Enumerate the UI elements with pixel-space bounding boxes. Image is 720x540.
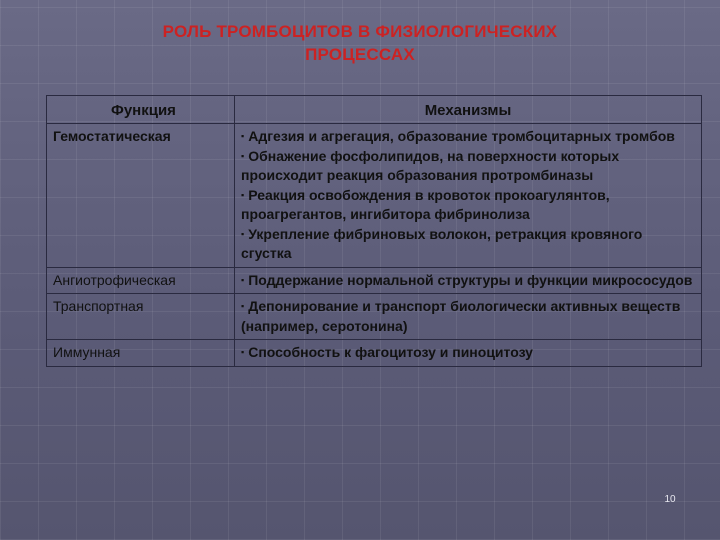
table-row-transport [47,294,701,340]
mechanism-text: Реакция освобождения в кровоток прокоагулянтов, проагрегантов, ингибитора фибринолиза [241,186,610,222]
slide-title-line-1: РОЛЬ ТРОМБОЦИТОВ В ФИЗИОЛОГИЧЕСКИХ [162,22,558,41]
mechanism-item [241,225,695,264]
platelet-functions-table [46,95,702,367]
function-cell: Транспортная [47,294,235,339]
mechanism-text: Поддержание нормальной структуры и функции микрососудов [248,271,693,288]
mechanism-item [241,147,695,186]
table-row-angiotrophic [47,268,701,295]
mechanisms-cell [235,340,701,366]
header-mechanisms: Механизмы [424,102,512,119]
page-number: 10 [664,494,676,505]
bullet-icon: ▪ [241,189,245,200]
mechanisms-cell [235,294,701,339]
function-cell: Иммунная [47,340,235,366]
slide-title [60,20,660,66]
mechanism-text: Способность к фагоцитозу и пиноцитозу [248,344,533,360]
mechanisms-cell [235,124,701,267]
mechanism-text: Адгезия и агрегация, образование тромбоцитарных тромбов [248,128,675,144]
mechanism-item [241,297,695,336]
table-header-row [47,96,701,124]
mechanism-text: Депонирование и транспорт биологически активных веществ (например, серотонина) [241,298,681,334]
bullet-icon: ▪ [241,274,245,285]
mechanisms-cell [235,268,701,294]
bullet-icon: ▪ [241,150,245,161]
table-row-hemostatic [47,124,701,268]
bullet-icon: ▪ [241,301,245,311]
function-cell: Гемостатическая [47,124,235,267]
mechanism-item [241,127,695,147]
mechanism-item [241,343,695,363]
function-cell: Ангиотрофическая [47,268,235,294]
table-row-immune [47,340,701,366]
bullet-icon: ▪ [241,228,245,239]
mechanism-item [241,186,695,225]
bullet-icon: ▪ [241,131,245,141]
mechanism-text: Укрепление фибриновых волокон, ретракция кровяного сгустка [241,225,643,261]
header-function: Функция [47,96,235,123]
mechanism-item [241,271,695,291]
slide-title-line-2: ПРОЦЕССАХ [305,45,415,64]
bullet-icon: ▪ [241,347,245,357]
mechanism-text: Обнажение фосфолипидов, на поверхности которых происходит реакция образования протромбиназы [241,147,620,183]
